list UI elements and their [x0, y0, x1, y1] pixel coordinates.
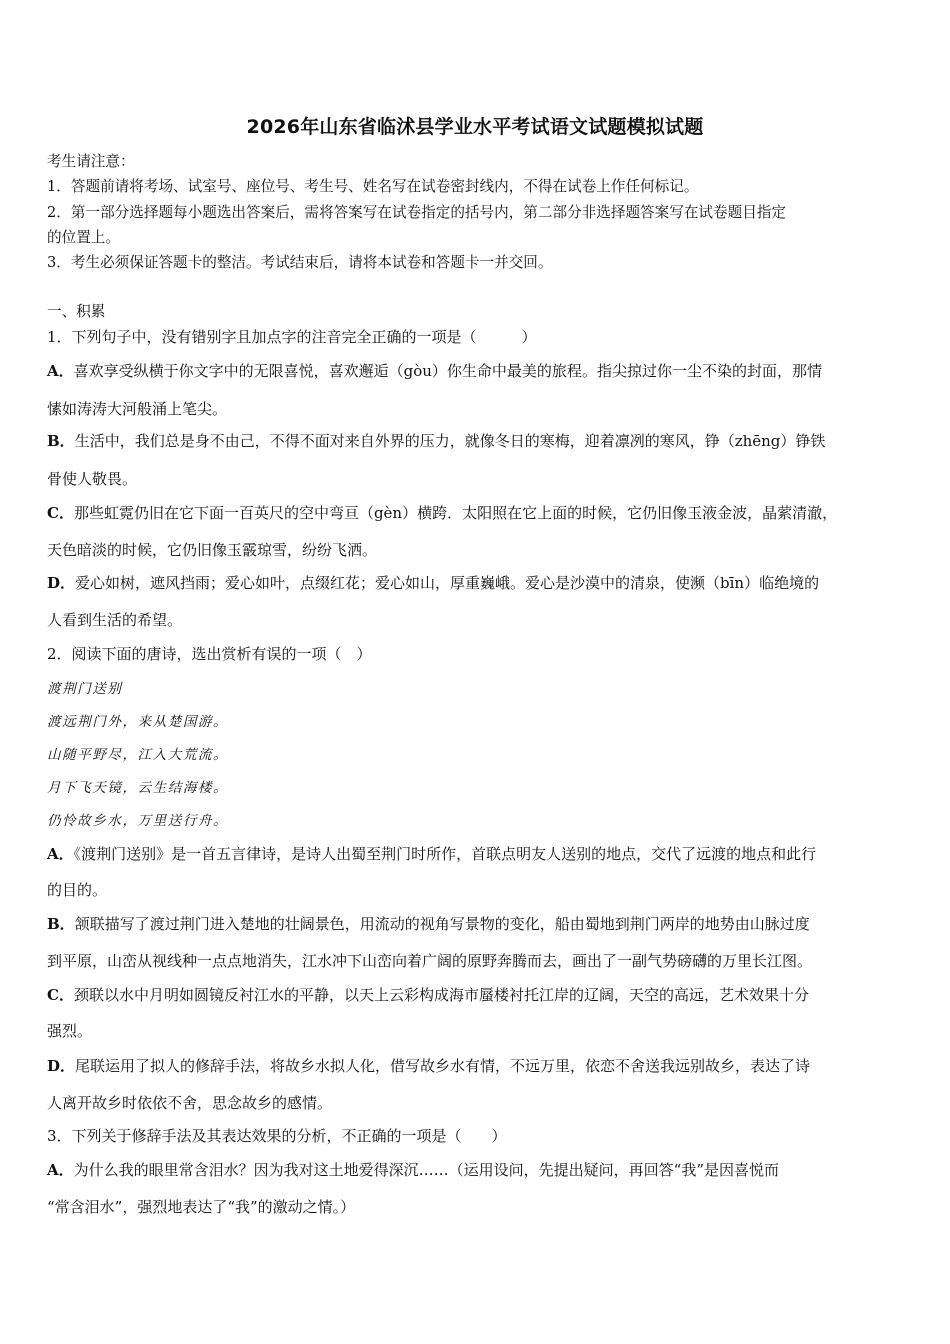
question-stem: 2．阅读下面的唐诗，选出赏析有误的一项（ ）	[47, 645, 372, 663]
option-text: 生活中，我们总是身不由己，不得不面对来自外界的压力，就像冬日的寒梅，迎着凛冽的寒风，铮（zhēng）铮铁	[74, 432, 826, 450]
option-d	[47, 1056, 810, 1076]
option-letter: A．	[47, 845, 74, 863]
section-heading: 一、积累	[47, 303, 106, 320]
poem-line: 月下飞天镜，云生结海楼。	[47, 780, 229, 796]
option-letter: D．	[47, 1057, 76, 1075]
option-text: 颈联以水中月明如圆镜反衬江水的平静，以天上云彩构成海市蜃楼衬托江岸的辽阔，天空的高远，艺术效果十分	[73, 986, 809, 1004]
option-text-continued: 的目的。	[47, 881, 108, 899]
notice-item: 1．答题前请将考场、试室号、座位号、考生号、姓名写在试卷密封线内，不得在试卷上作任何标记。	[47, 178, 699, 195]
option-letter: A．	[47, 1161, 74, 1179]
poem-line: 仍怜故乡水，万里送行舟。	[47, 813, 229, 829]
notice-item: 2．第一部分选择题每小题选出答案后，需将答案写在试卷指定的括号内，第二部分非选择题答案写在试卷题目指定	[47, 204, 786, 221]
page-title: 2026年山东省临沭县学业水平考试语文试题模拟试题	[246, 116, 704, 138]
poem-line: 渡远荆门外，来从楚国游。	[47, 714, 229, 730]
poem-title: 渡荆门送别	[47, 681, 123, 697]
option-text-continued: 人看到生活的希望。	[47, 611, 183, 629]
option-c	[47, 503, 837, 523]
question-stem: 3．下列关于修辞手法及其表达效果的分析，不正确的一项是（ ）	[47, 1127, 507, 1145]
option-c	[47, 985, 809, 1005]
option-letter: B．	[47, 432, 75, 450]
notice-heading: 考生请注意：	[47, 153, 135, 170]
option-text: 那些虹霓仍旧在它下面一百英尺的空中弯亘（gèn）横跨．太阳照在它上面的时候，它仍旧像玉液金波，晶萦清澈，	[73, 504, 838, 522]
option-text-continued: 强烈。	[47, 1022, 93, 1040]
option-text-continued: 愫如涛涛大河般涌上笔尖。	[47, 400, 228, 418]
notice-item: 3．考生必须保证答题卡的整洁。考试结束后，请将本试卷和答题卡一并交回。	[47, 254, 553, 271]
option-text-continued: “常含泪水”，强烈地表达了“我”的激动之情。）	[47, 1198, 356, 1216]
option-b	[47, 914, 810, 934]
option-a	[47, 844, 816, 864]
option-letter: B．	[47, 915, 75, 933]
option-a	[47, 361, 822, 381]
option-text: 颔联描写了渡过荆门进入楚地的壮阔景色，用流动的视角写景物的变化，船由蜀地到荆门两岸的地势由山脉过度	[74, 915, 810, 933]
option-text-continued: 人离开故乡时依依不舍，思念故乡的感情。	[47, 1094, 333, 1112]
option-text-continued: 骨使人敬畏。	[47, 470, 138, 488]
option-a	[47, 1160, 779, 1180]
option-text: 《渡荆门送别》是一首五言律诗，是诗人出蜀至荆门时所作，首联点明友人送别的地点，交代了远渡的地点和此行	[73, 845, 817, 863]
notice-item: 的位置上。	[47, 229, 120, 246]
option-b	[47, 431, 825, 451]
option-letter: A．	[47, 362, 74, 380]
question-stem: 1．下列句子中，没有错别字且加点字的注音完全正确的一项是（ ）	[47, 328, 537, 346]
option-letter: D．	[47, 574, 76, 592]
option-letter: C．	[47, 504, 74, 522]
option-letter: C．	[47, 986, 74, 1004]
option-text: 喜欢享受纵横于你文字中的无限喜悦，喜欢邂逅（gòu）你生命中最美的旅程。指尖掠过你一尘不染的封面，那情	[73, 362, 822, 380]
poem-line: 山随平野尽，江入大荒流。	[47, 747, 229, 763]
option-text-continued: 到平原，山峦从视线种一点点地消失，江水冲下山峦向着广阔的原野奔腾而去，画出了一副气势磅礴的万里长江图。	[47, 952, 813, 970]
option-text: 尾联运用了拟人的修辞手法，将故乡水拟人化，借写故乡水有情，不远万里，依恋不舍送我远别故乡，表达了诗	[75, 1057, 811, 1075]
option-text-continued: 天色暗淡的时候，它仍旧像玉霰琼雪，纷纷飞洒。	[47, 541, 378, 559]
option-text: 为什么我的眼里常含泪水？因为我对这土地爱得深沉……（运用设问，先提出疑问，再回答“我”是因喜悦而	[73, 1161, 779, 1179]
option-d	[47, 573, 819, 593]
option-text: 爱心如树，遮风挡雨；爱心如叶，点缀红花；爱心如山，厚重巍峨。爱心是沙漠中的清泉，使濒（bīn）临绝境的	[75, 574, 820, 592]
